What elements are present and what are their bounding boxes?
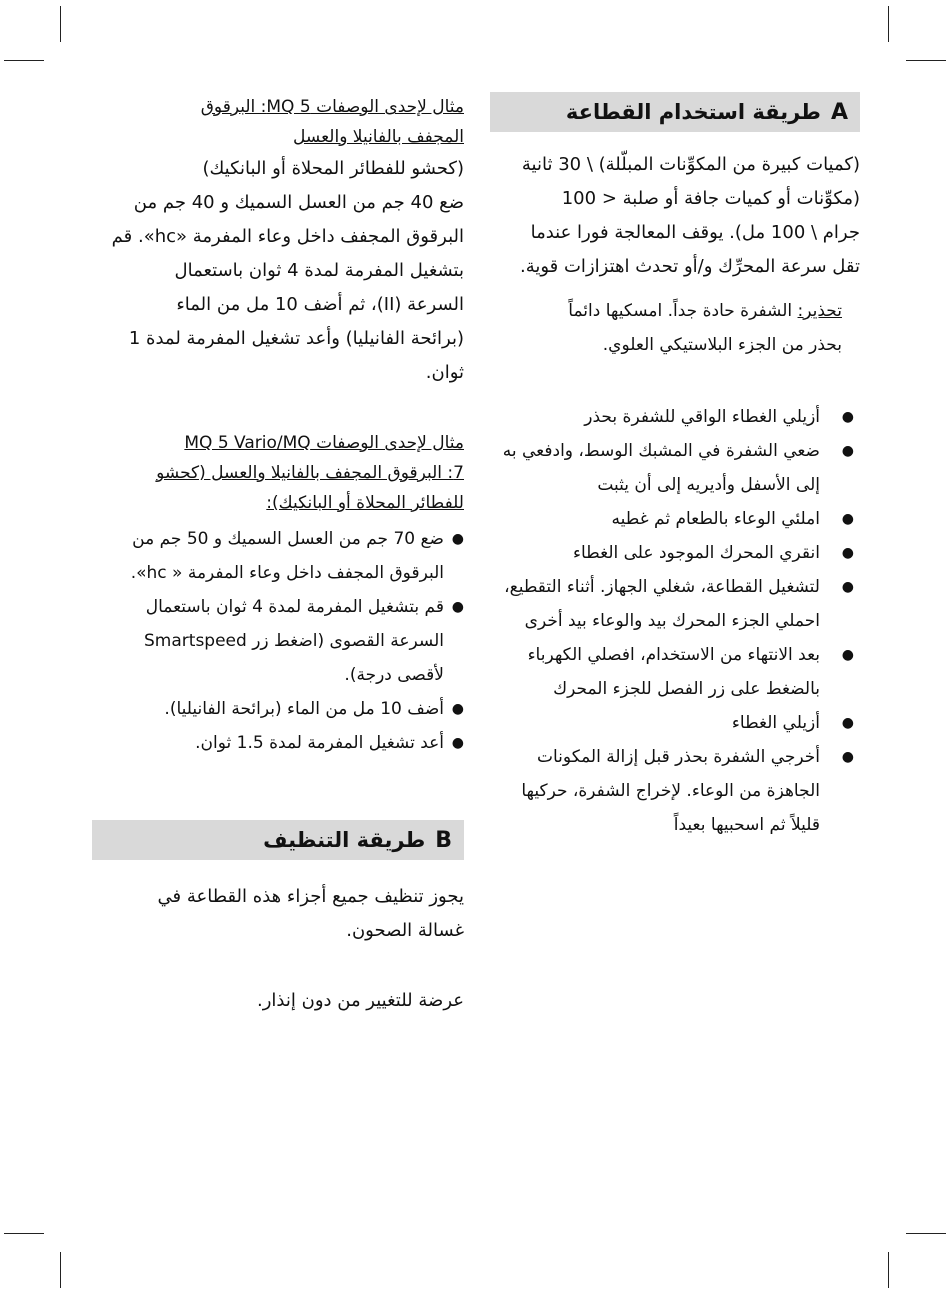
crop-mark [906,1233,946,1234]
recipe-1-title: مثال لإحدى الوصفات MQ 5: البرقوق [200,97,464,117]
section-b-line: غسالة الصحون. [346,920,464,941]
left-column [92,92,464,1018]
step-text: بعد الانتهاء من الاستخدام، افصلي الكهرباء بالضغط على زر الفصل للجزء المحرك [527,645,820,699]
list-item [490,536,860,570]
bullet-icon: ● [451,599,464,615]
recipe-1-line: بتشغيل المفرمة لمدة 4 ثوان باستعمال [174,260,464,281]
bullet-icon: ● [841,409,854,425]
recipe-1-line: (كحشو للفطائر المحلاة أو البانكيك) [202,158,464,179]
bullet-icon: ● [841,443,854,459]
step-text: أعد تشغيل المفرمة لمدة 1.5 ثوان. [195,733,444,753]
step-text: ضعي الشفرة في المشبك الوسط، وادفعي به إلى الأسفل وأديريه إلى أن يثبت [502,441,820,495]
step-text: قم بتشغيل المفرمة لمدة 4 ثوان باستعمال السرعة القصوى (اضغط زر Smartspeed لأقصى درجة). [144,597,444,685]
section-b-body [92,880,464,948]
bullet-icon: ● [451,701,464,717]
bullet-icon: ● [451,735,464,751]
section-b-header [92,820,464,860]
recipe-2 [92,428,464,760]
section-b-line: يجوز تنظيف جميع أجزاء هذه القطاعة في [157,886,464,907]
step-text: أضف 10 مل من الماء (برائحة الفانيليا). [164,699,444,719]
intro-line: جرام \ 100 مل). يوقف المعالجة فورا عندما [530,222,860,243]
recipe-1-line: ثوان. [425,362,464,383]
list-item [490,570,860,638]
list-item [490,434,860,502]
bullet-icon: ● [451,531,464,547]
step-text: أخرجي الشفرة بحذر قبل إزالة المكونات الجاهزة من الوعاء. لإخراج الشفرة، حركيها قليلاً ثم اسحبيها بعيداً [521,747,820,835]
list-item [490,740,860,842]
crop-mark [4,1233,44,1234]
warning-line-2: بحذر من الجزء البلاستيكي العلوي. [602,335,842,355]
recipe-2-title: للفطائر المحلاة أو البانكيك): [266,493,464,513]
recipe-1-line: ضع 40 جم من العسل السميك و 40 جم من [133,192,464,213]
bullet-icon: ● [841,545,854,561]
bullet-icon: ● [841,579,854,595]
crop-mark [888,1252,889,1288]
list-item [92,726,464,760]
bullet-icon: ● [841,511,854,527]
step-text: أزيلي الغطاء [731,713,820,733]
intro-line: (مكوِّنات أو كميات جافة أو صلبة < 100 [561,188,860,209]
warning-label: تحذير: [797,301,842,321]
crop-mark [60,1252,61,1288]
list-item [490,706,860,740]
intro-line: (كميات كبيرة من المكوِّنات المبلّلة) \ 30 ثانية [521,154,860,175]
recipe-2-title: مثال لإحدى الوصفات MQ 5 Vario/MQ [184,433,464,453]
recipe-1-title: المجفف بالفانيلا والعسل [293,127,464,147]
list-item [490,638,860,706]
recipe-1-line: (برائحة الفانيليا) وأعد تشغيل المفرمة لمدة 1 [128,328,464,349]
warning-block [490,294,860,362]
bullet-icon: ● [841,715,854,731]
step-text: ضع 70 جم من العسل السميك و 50 جم من البرقوق المجفف داخل وعاء المفرمة « hc». [130,529,444,583]
section-a-header [490,92,860,132]
section-b-title: طريقة التنظيف [263,828,426,852]
warning-text: الشفرة حادة جداً. امسكيها دائماً [568,301,798,321]
step-text: لتشغيل القطاعة، شغلي الجهاز. أثناء التقطيع، احملي الجزء المحرك بيد والوعاء بيد أخرى [504,577,820,631]
right-column [490,92,860,842]
recipe-1-line: البرقوق المجفف داخل وعاء المفرمة «hc». قم [111,226,464,247]
list-item [490,400,860,434]
notice-text: عرضة للتغيير من دون إنذار. [257,990,464,1011]
step-text: املئي الوعاء بالطعام ثم غطيه [611,509,820,529]
list-item [92,590,464,692]
list-item [92,522,464,590]
crop-mark [888,6,889,42]
bullet-icon: ● [841,749,854,765]
list-item [92,692,464,726]
section-a-intro [490,148,860,284]
intro-line: تقل سرعة المحرِّك و/أو تحدث اهتزازات قوية. [519,256,860,277]
bullet-icon: ● [841,647,854,663]
recipe-2-steps [92,522,464,760]
step-text: أزيلي الغطاء الواقي للشفرة بحذر [584,407,820,427]
warning-line-1 [490,294,860,328]
section-a-title: طريقة استخدام القطاعة [565,100,821,124]
recipe-1-line: السرعة (II)، ثم أضف 10 مل من الماء [176,294,464,315]
section-a-letter: A [830,99,848,125]
crop-mark [60,6,61,42]
recipe-1 [92,92,464,390]
recipe-2-title: 7: البرقوق المجفف بالفانيلا والعسل (كحشو [156,463,464,483]
section-b-letter: B [435,827,452,853]
crop-mark [4,60,44,61]
step-text: انقري المحرك الموجود على الغطاء [573,543,820,563]
section-a-steps [490,400,860,842]
crop-mark [906,60,946,61]
list-item [490,502,860,536]
